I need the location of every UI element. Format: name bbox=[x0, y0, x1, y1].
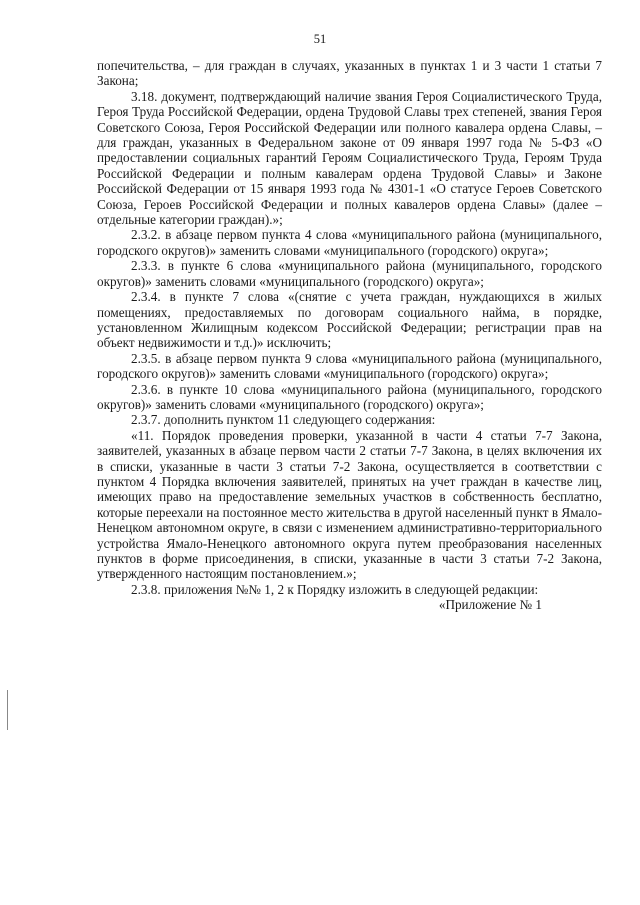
paragraph-2-3-7: 2.3.7. дополнить пунктом 11 следующего содержания: bbox=[131, 412, 436, 428]
paragraph-continuation: попечительства, – для граждан в случаях, указанных в пунктах 1 и 3 части 1 статьи 7 Закона; bbox=[97, 58, 602, 89]
paragraph-item-11: «11. Порядок проведения проверки, указанной в части 4 статьи 7-7 Закона, заявителей, указанных в абзаце первом части 2 статьи 7-7 Закона, в целях включения их в списки, указанные в части 3 статьи 7-2 Закона, осуществляется в соответствии с пунктом 4 Порядка включения заявителей, принятых на учет граждан в качестве лиц, имеющих право на предоставление земельных участков в собственность бесплатно, которые переехали на постоянное место жительства в другой населенный пункт в Ямало-Ненецком автономном округе, в связи с изменением административно-территориального устройства Ямало-Ненецкого автономного округа путем преобразования населенных пунктов в форме присоединения, в списки, указанные в части 3 статьи 7-2 Закона, утвержденного настоящим постановлением.»; bbox=[97, 427, 602, 582]
paragraph-3-18: 3.18. документ, подтверждающий наличие звания Героя Социалистического Труда, Героя Труда Российской Федерации, ордена Трудовой Славы трех степеней, звания Героя Советского Союза, Героя Российской Федерации или полного кавалера ордена Славы, – для граждан, указанных в Федеральном законе от 09 января 1997 года № 5-ФЗ «О предоставлении социальных гарантий Героям Социалистического Труда, Героям Труда Российской Федерации и полным кавалерам ордена Трудовой Славы» и Законе Российской Федерации от 15 января 1993 года № 4301-1 «О статусе Героев Советского Союза, Героев Российской Федерации и полных кавалеров ордена Славы» (далее – отдельные категории граждан).»; bbox=[97, 88, 602, 228]
paragraph-2-3-6: 2.3.6. в пункте 10 слова «муниципального района (муниципального, городского округов)» заменить словами «муниципального (городского) округа»; bbox=[97, 381, 602, 412]
paragraph-2-3-3: 2.3.3. в пункте 6 слова «муниципального района (муниципального, городского округов)» заменить словами «муниципального (городского) округа»; bbox=[97, 258, 602, 289]
paragraph-2-3-2: 2.3.2. в абзаце первом пункта 4 слова «муниципального района (муниципального, городского округов)» заменить словами «муниципального (городского) округа»; bbox=[97, 227, 602, 258]
page-number: 51 bbox=[313, 32, 327, 46]
appendix-title: «Приложение № 1 bbox=[438, 597, 542, 613]
document-body bbox=[97, 58, 602, 613]
margin-scan-mark bbox=[7, 690, 8, 730]
paragraph-2-3-5: 2.3.5. в абзаце первом пункта 9 слова «муниципального района (муниципального, городского округов)» заменить словами «муниципального (городского) округа»; bbox=[97, 350, 602, 382]
paragraph-2-3-8: 2.3.8. приложения №№ 1, 2 к Порядку изложить в следующей редакции: bbox=[131, 581, 539, 597]
paragraph-2-3-4: 2.3.4. в пункте 7 слова «(снятие с учета граждан, нуждающихся в жилых помещениях, предоставляемых по договорам социального найма, в порядке, установленном Жилищным кодексом Российской Федерации; регистрации прав на объект недвижимости и т.д.)» исключить; bbox=[97, 289, 602, 351]
